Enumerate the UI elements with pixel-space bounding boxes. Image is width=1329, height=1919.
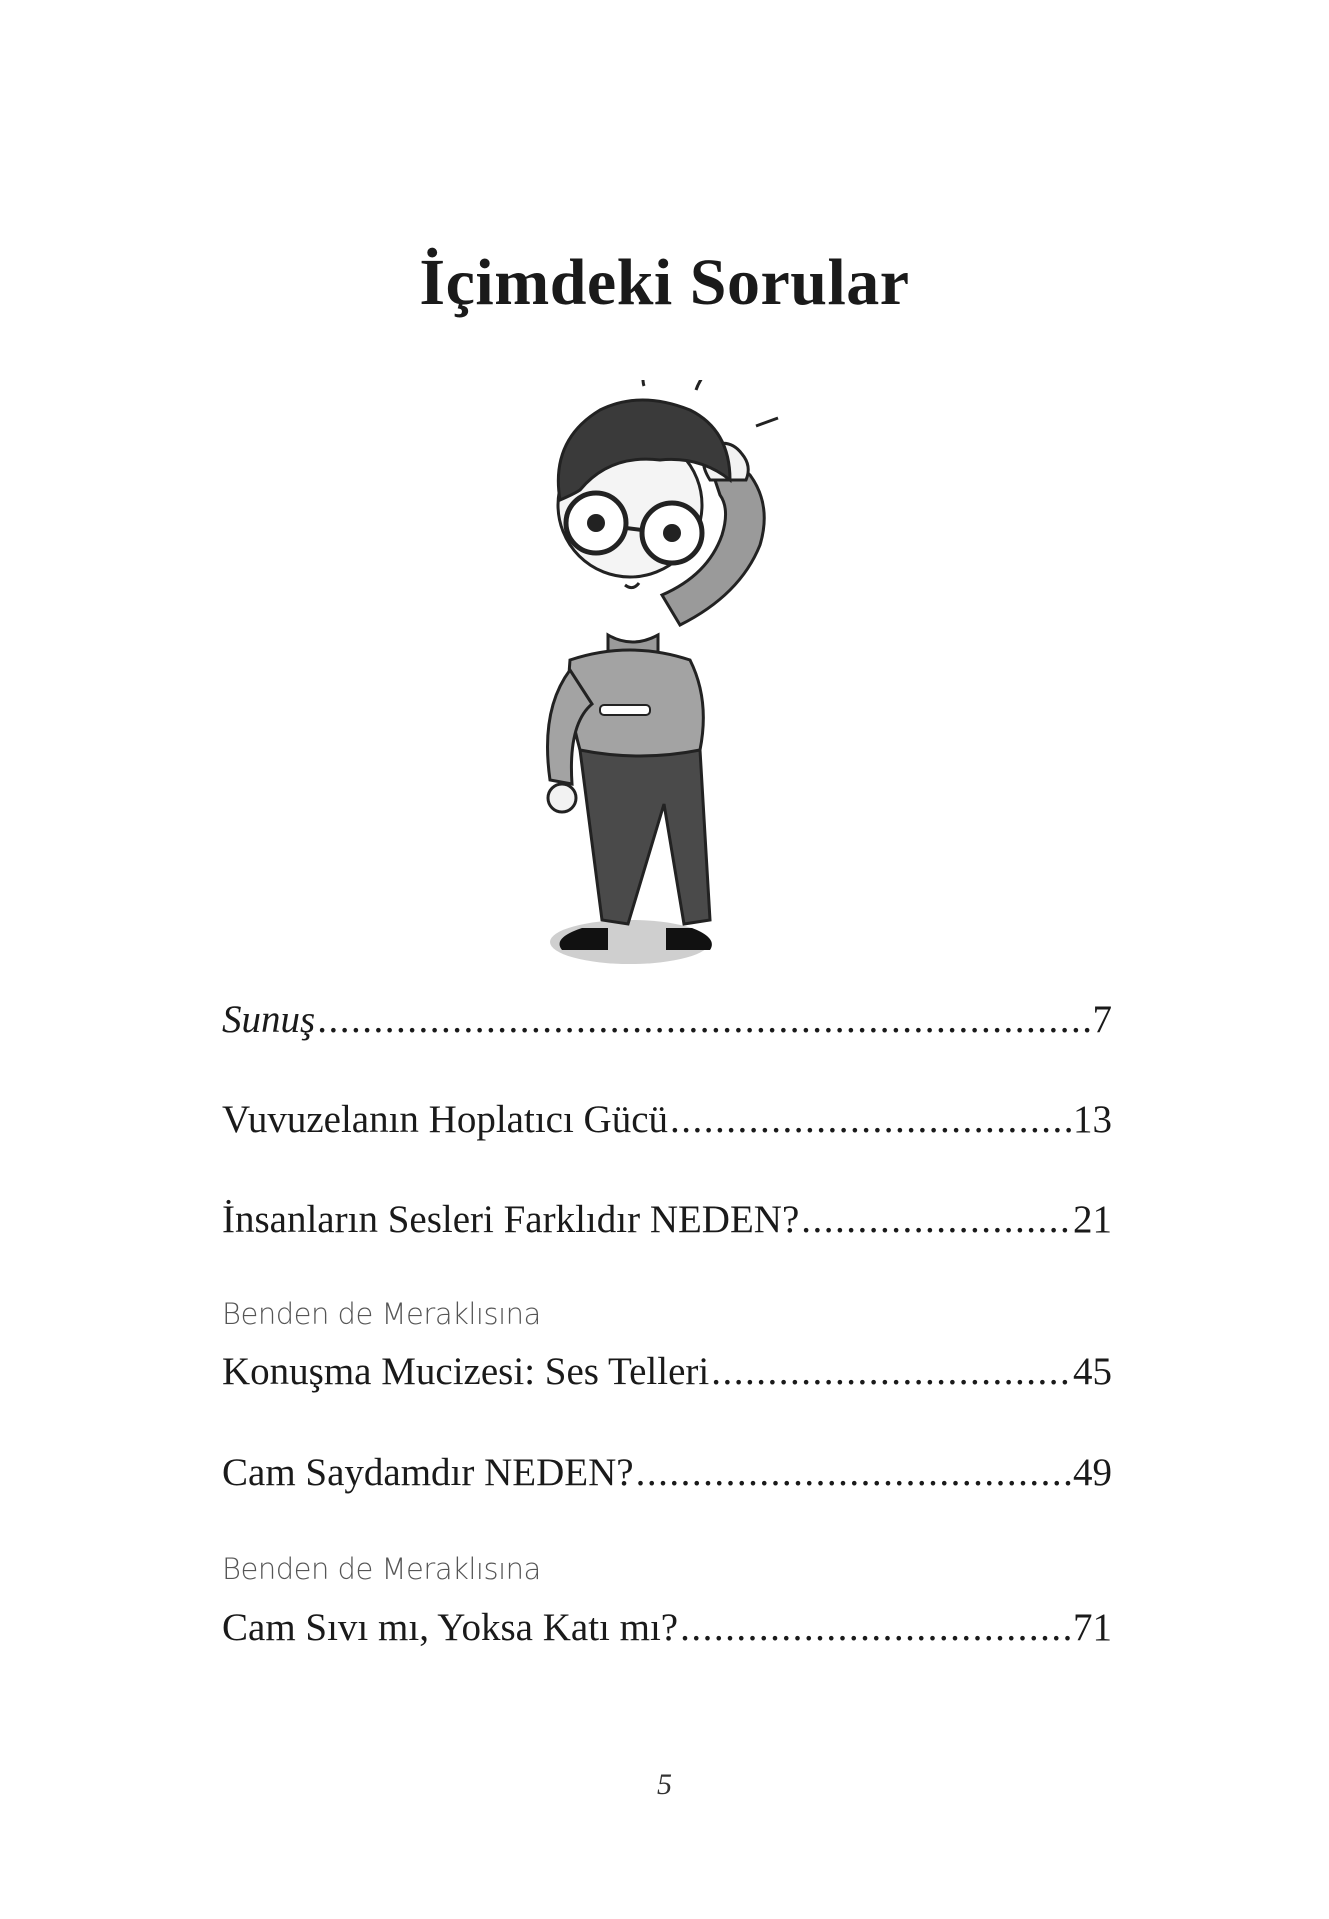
toc-section-label: Benden de Meraklısına (222, 1297, 541, 1331)
page-title: İçimdeki Sorular (419, 246, 910, 319)
toc-entry-ses-telleri[interactable] (222, 1352, 1112, 1391)
toc-leader-dots (636, 1453, 1071, 1492)
toc-entry-sunus[interactable] (222, 1000, 1112, 1039)
toc-entry-title: Cam Saydamdır NEDEN? (222, 1451, 634, 1494)
toc-entry-vuvuzela[interactable] (222, 1100, 1112, 1139)
toc-entry-page: 49 (1073, 1451, 1112, 1494)
toc-entry-cam-sivi[interactable] (222, 1608, 1112, 1647)
toc-leader-dots (801, 1200, 1071, 1239)
toc-entry-page: 71 (1073, 1606, 1112, 1649)
toc-entry-title: Cam Sıvı mı, Yoksa Katı mı? (222, 1606, 679, 1649)
toc-leader-dots (317, 1000, 1090, 1039)
toc-entry-cam-saydam[interactable] (222, 1453, 1112, 1492)
toc-entry-sesler[interactable] (222, 1200, 1112, 1239)
toc-entry-title: Sunuş (222, 998, 316, 1041)
page-number: 5 (657, 1768, 672, 1801)
toc-entry-title: Konuşma Mucizesi: Ses Telleri (222, 1350, 710, 1393)
toc-leader-dots (670, 1100, 1071, 1139)
toc-leader-dots (680, 1608, 1071, 1647)
toc-entry-page: 7 (1092, 998, 1112, 1041)
curious-boy-illustration (530, 380, 820, 970)
toc-entry-page: 13 (1073, 1098, 1112, 1141)
toc-entry-title: Vuvuzelanın Hoplatıcı Gücü (222, 1098, 669, 1141)
toc-entry-title: İnsanların Sesleri Farklıdır NEDEN? (222, 1198, 800, 1241)
toc-entry-page: 21 (1073, 1198, 1112, 1241)
toc-section-label: Benden de Meraklısına (222, 1552, 541, 1586)
toc-leader-dots (711, 1352, 1071, 1391)
toc-entry-page: 45 (1073, 1350, 1112, 1393)
